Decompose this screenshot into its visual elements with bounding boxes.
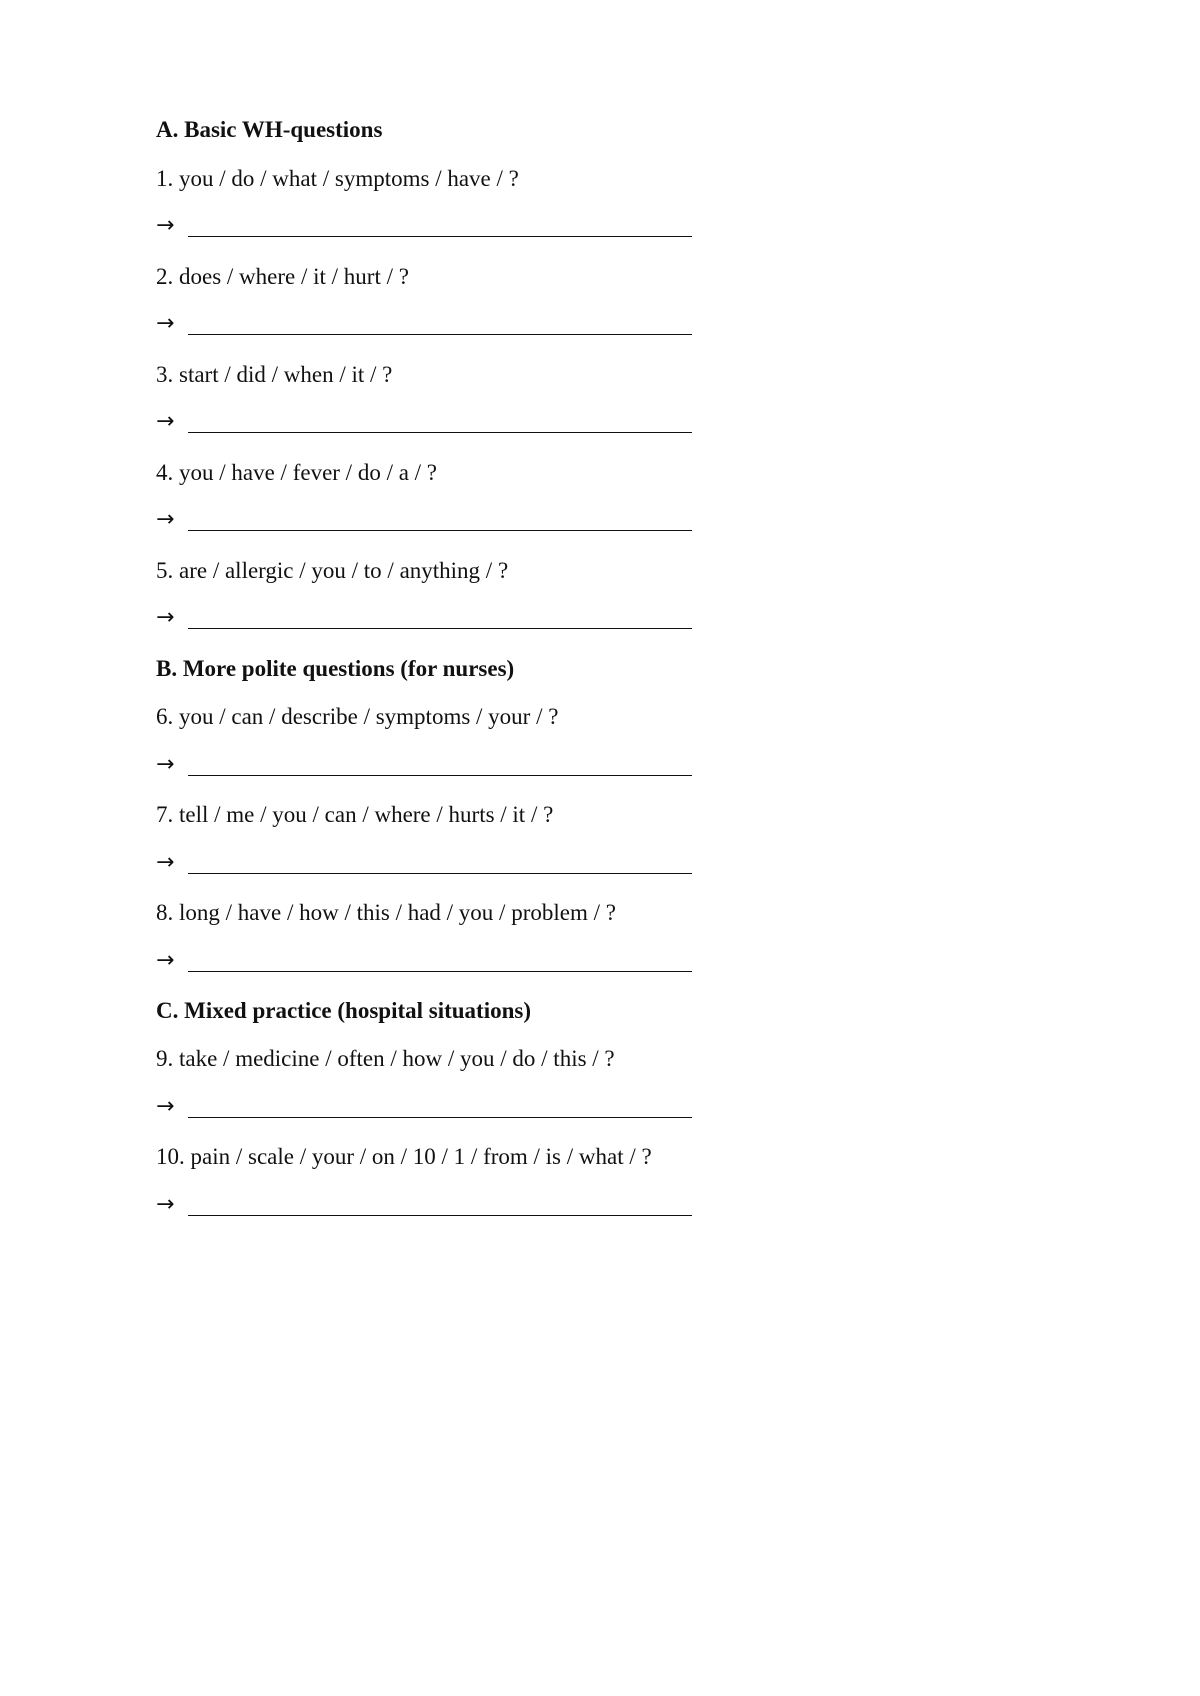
answer-blank-3[interactable] — [188, 408, 692, 433]
answer-blank-1[interactable] — [188, 212, 692, 237]
answer-line-10 — [156, 1191, 692, 1218]
answer-line-9 — [156, 1093, 692, 1120]
answer-blank-5[interactable] — [188, 604, 692, 629]
answer-line-2 — [156, 310, 692, 337]
arrow-right-icon: → — [156, 213, 175, 238]
question-prompt-10: 10. pain / scale / your / on / 10 / 1 / from / is / what / ? — [156, 1144, 652, 1169]
arrow-right-icon: → — [156, 311, 175, 336]
answer-blank-9[interactable] — [188, 1093, 692, 1118]
answer-line-1 — [156, 212, 692, 239]
answer-blank-10[interactable] — [188, 1191, 692, 1216]
arrow-right-icon: → — [156, 507, 175, 532]
question-prompt-8: 8. long / have / how / this / had / you / problem / ? — [156, 900, 616, 925]
question-prompt-5: 5. are / allergic / you / to / anything / ? — [156, 558, 509, 583]
answer-line-5 — [156, 604, 692, 631]
section-heading-c: C. Mixed practice (hospital situations) — [156, 998, 532, 1023]
question-prompt-4: 4. you / have / fever / do / a / ? — [156, 460, 438, 485]
arrow-right-icon: → — [156, 1094, 175, 1119]
section-heading-b: B. More polite questions (for nurses) — [156, 656, 515, 681]
answer-line-4 — [156, 506, 692, 533]
answer-line-6 — [156, 751, 692, 778]
arrow-right-icon: → — [156, 605, 175, 630]
question-prompt-9: 9. take / medicine / often / how / you / do / this / ? — [156, 1046, 615, 1071]
arrow-right-icon: → — [156, 1192, 175, 1217]
arrow-right-icon: → — [156, 948, 175, 973]
question-prompt-6: 6. you / can / describe / symptoms / your / ? — [156, 704, 559, 729]
answer-blank-8[interactable] — [188, 947, 692, 972]
arrow-right-icon: → — [156, 409, 175, 434]
answer-line-7 — [156, 849, 692, 876]
answer-blank-6[interactable] — [188, 751, 692, 776]
section-heading-a: A. Basic WH-questions — [156, 117, 383, 142]
answer-line-8 — [156, 947, 692, 974]
answer-blank-7[interactable] — [188, 849, 692, 874]
answer-blank-4[interactable] — [188, 506, 692, 531]
question-prompt-1: 1. you / do / what / symptoms / have / ? — [156, 166, 519, 191]
answer-line-3 — [156, 408, 692, 435]
arrow-right-icon: → — [156, 752, 175, 777]
question-prompt-7: 7. tell / me / you / can / where / hurts / it / ? — [156, 802, 554, 827]
question-prompt-2: 2. does / where / it / hurt / ? — [156, 264, 409, 289]
arrow-right-icon: → — [156, 850, 175, 875]
answer-blank-2[interactable] — [188, 310, 692, 335]
question-prompt-3: 3. start / did / when / it / ? — [156, 362, 393, 387]
